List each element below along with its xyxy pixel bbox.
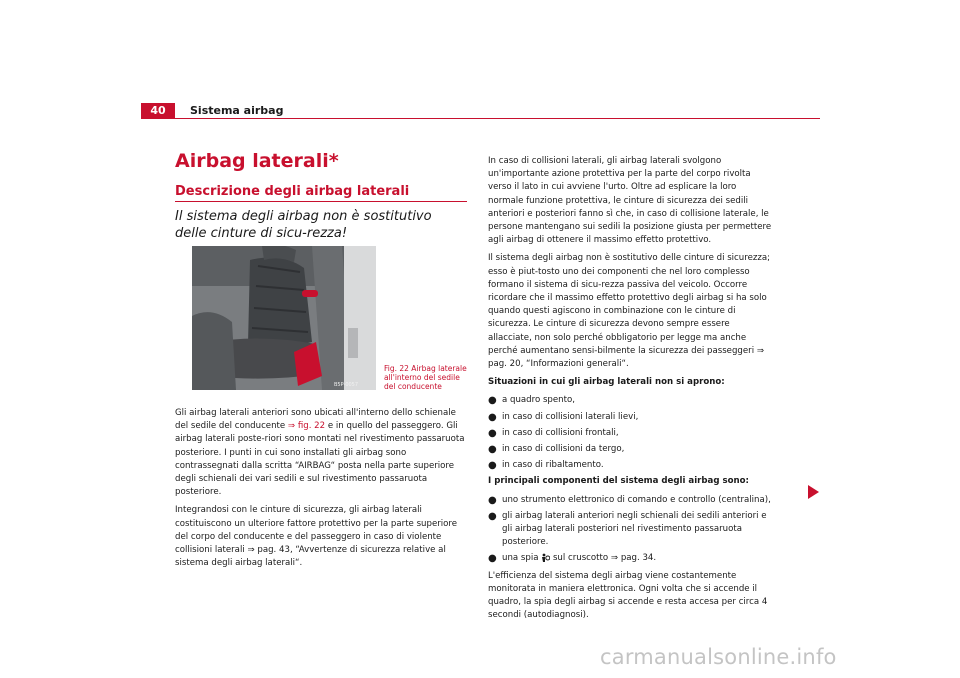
- list-item: ● in caso di ribaltamento.: [488, 460, 604, 472]
- list-item: ● gli airbag laterali anteriori negli schienali dei sedili anteriori e gli airbag laterali posteriori nel rivestimento passaruota posteriore.: [488, 510, 772, 550]
- list-item: ● una spia sul cruscotto ⇒ pag. 34.: [488, 553, 657, 565]
- airbag-warning-light-icon: [541, 553, 550, 563]
- bullet-icon: ●: [488, 411, 497, 423]
- figure-caption: Fig. 22 Airbag laterale all'interno del sedile del conducente: [384, 364, 467, 391]
- list-2-title: I principali componenti del sistema degli airbag sono:: [488, 476, 749, 487]
- bullet-icon: ●: [488, 427, 497, 439]
- bullet-icon: ●: [488, 460, 497, 472]
- header-rule: [175, 118, 820, 119]
- bullet-icon: ●: [488, 510, 497, 522]
- list-item: ● in caso di collisioni laterali lievi,: [488, 411, 639, 423]
- section-title: Airbag laterali*: [175, 150, 339, 172]
- figure-code: B5P-0057: [334, 382, 359, 388]
- bullet-icon: ●: [488, 553, 497, 565]
- right-paragraph-1: In caso di collisioni laterali, gli airbag laterali svolgono un'importante azione protettiva per la parte del corpo rivolta verso il lato in cui avviene l'urto. Oltre ad esplicare la loro normale funzione protettiva, le cinture di sicurezza dei sedili anteriori e posteriori fanno sì che, in caso di collisione laterale, le persone mantengano sui sedili la posizione giusta per permettere agli airbag di ottenere il massimo effetto protettivo.: [488, 156, 772, 246]
- bullet-icon: ●: [488, 395, 497, 407]
- list-1-title: Situazioni in cui gli airbag laterali non si aprono:: [488, 377, 725, 388]
- list-item: ● uno strumento elettronico di comando e controllo (centralina),: [488, 494, 771, 506]
- list-item: ● a quadro spento,: [488, 395, 575, 407]
- lead-warning: Il sistema degli airbag non è sostitutivo delle cinture di sicu-rezza!: [175, 209, 432, 241]
- watermark: carmanualsonline.info: [600, 645, 837, 669]
- seat-airbag-figure: [192, 246, 376, 390]
- right-column: [488, 155, 772, 628]
- right-paragraph-2: Il sistema degli airbag non è sostitutivo delle cinture di sicurezza; esso è piut-tosto uno dei componenti che nel loro complesso formano il sistema di sicu-rezza passiva del veicolo. Occorre ricordare che il massimo effetto protettivo degli airbag si ha solo quando questi agiscono in combinazione con le cinture di sicurezza. Le cinture di sicurezza devono sempre essere allacciate, non solo perché obbligatorio per legge ma anche perché aumentano sensi-bilmente la sicurezza dei passeggeri ⇒ pag. 20, “Informazioni generali“.: [488, 253, 771, 370]
- subsection-title: Descrizione degli airbag laterali: [175, 184, 410, 199]
- bullet-icon: ●: [488, 444, 497, 456]
- left-paragraph-2: Integrandosi con le cinture di sicurezza, gli airbag laterali costituiscono un ulteriore fattore protettivo per la parte superiore del corpo del conducente e del passeggero in caso di violente collisioni laterali ⇒ pag. 43, “Avvertenze di sicurezza relative al sistema degli airbag laterali“.: [175, 505, 458, 569]
- list-item: ● in caso di collisioni da tergo,: [488, 444, 625, 456]
- left-column: [175, 407, 470, 575]
- running-title: Sistema airbag: [190, 104, 284, 117]
- left-paragraph-1: Gli airbag laterali anteriori sono ubicati all'interno dello schienale del sedile del conducente ⇒ fig. 22 e in quello del passeggero. Gli airbag laterali poste-riori sono montati nel rivestimento passaruota posteriore. I punti in cui sono installati gli airbag sono contrassegnati dalla scritta “AIRBAG“ posta nella parte superiore degli schienali dei vari sedili e sul rivestimento passaruota posteriore.: [175, 408, 465, 498]
- bullet-icon: ●: [488, 494, 497, 506]
- right-paragraph-3: L'efficienza del sistema degli airbag viene costantemente monitorata in maniera elettronica. Ogni volta che si accende il quadro, la spia degli airbag si accende e resta accesa per circa 4 secondi (autodiagnosi).: [488, 570, 768, 621]
- list-item: ● in caso di collisioni frontali,: [488, 427, 619, 439]
- continue-arrow-icon: [808, 485, 819, 499]
- seat-illustration: [192, 246, 376, 390]
- page-number: 40: [141, 103, 175, 119]
- figure-reference-link[interactable]: ⇒ fig. 22: [287, 421, 326, 432]
- subsection-rule: [175, 201, 467, 202]
